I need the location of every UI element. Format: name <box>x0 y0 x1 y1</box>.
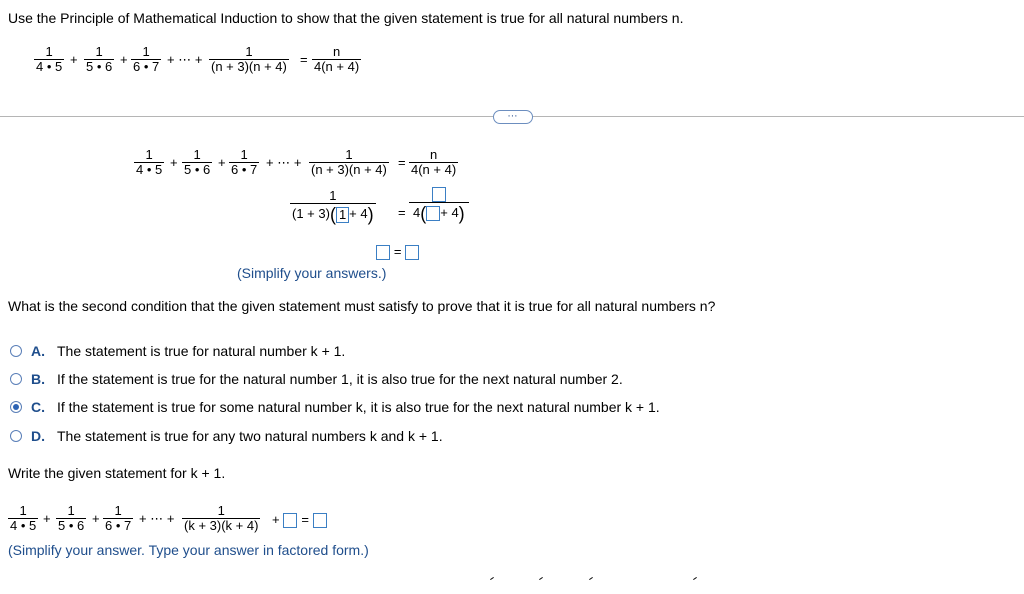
more-button[interactable]: ⋯ <box>493 110 533 124</box>
option-c[interactable]: C. If the statement is true for some natural number k, it is also true for the next natural number k + 1. <box>10 398 660 416</box>
radio-c-selected[interactable] <box>10 401 22 413</box>
n1-simplified-lhs-input[interactable] <box>376 245 390 260</box>
n1-simplified-rhs-input[interactable] <box>405 245 419 260</box>
factored-form-note: (Simplify your answer. Type your answer in factored form.) <box>8 542 369 558</box>
radio-d[interactable] <box>10 430 22 442</box>
simplify-note: (Simplify your answers.) <box>237 265 387 281</box>
stray-mark <box>693 577 697 580</box>
n1-simplified-row: = <box>376 243 419 260</box>
term-1: $\frac{1}{4 • 5}$ <box>36 44 63 74</box>
instruction-text: Use the Principle of Mathematical Induction to show that the given statement is true for all natural numbers n. <box>8 10 684 26</box>
n1-value-box[interactable]: 1 <box>336 207 349 223</box>
term-2: $\frac{1}{5 • 6}$ <box>86 44 113 74</box>
n1-lhs: $\frac{1}{(1 + 3)( 1 + 4)}$ <box>292 188 374 225</box>
term-k: $\frac{1}{(k + 3)(k + 4)}$ <box>184 503 259 533</box>
stray-mark <box>589 577 593 580</box>
n1-rhs-denominator-input[interactable] <box>426 206 440 221</box>
term-3: $\frac{1}{6 • 7}$ <box>133 44 160 74</box>
option-a[interactable]: A. The statement is true for natural number k + 1. <box>10 342 345 360</box>
k1-rhs-input[interactable] <box>313 513 327 528</box>
question-text: What is the second condition that the given statement must satisfy to prove that it is true for all natural numbers n? <box>8 298 716 314</box>
option-d[interactable]: D. The statement is true for any two natural numbers k and k + 1. <box>10 427 443 445</box>
radio-a[interactable] <box>10 345 22 357</box>
term-n: $\frac{1}{(n + 3)(n + 4)}$ <box>211 44 287 74</box>
n1-rhs: 4( + 4) <box>409 186 469 224</box>
stray-mark <box>539 577 543 580</box>
n1-rhs-numerator-input[interactable] <box>432 187 446 202</box>
stray-mark <box>490 577 494 580</box>
option-b[interactable]: B. If the statement is true for the natural number 1, it is also true for the next natural number 2. <box>10 370 623 388</box>
k1-term-input[interactable] <box>283 513 297 528</box>
rhs: $\frac{n}{4(n + 4)}$ <box>314 44 360 74</box>
write-prompt: Write the given statement for k + 1. <box>8 465 226 481</box>
radio-b[interactable] <box>10 373 22 385</box>
